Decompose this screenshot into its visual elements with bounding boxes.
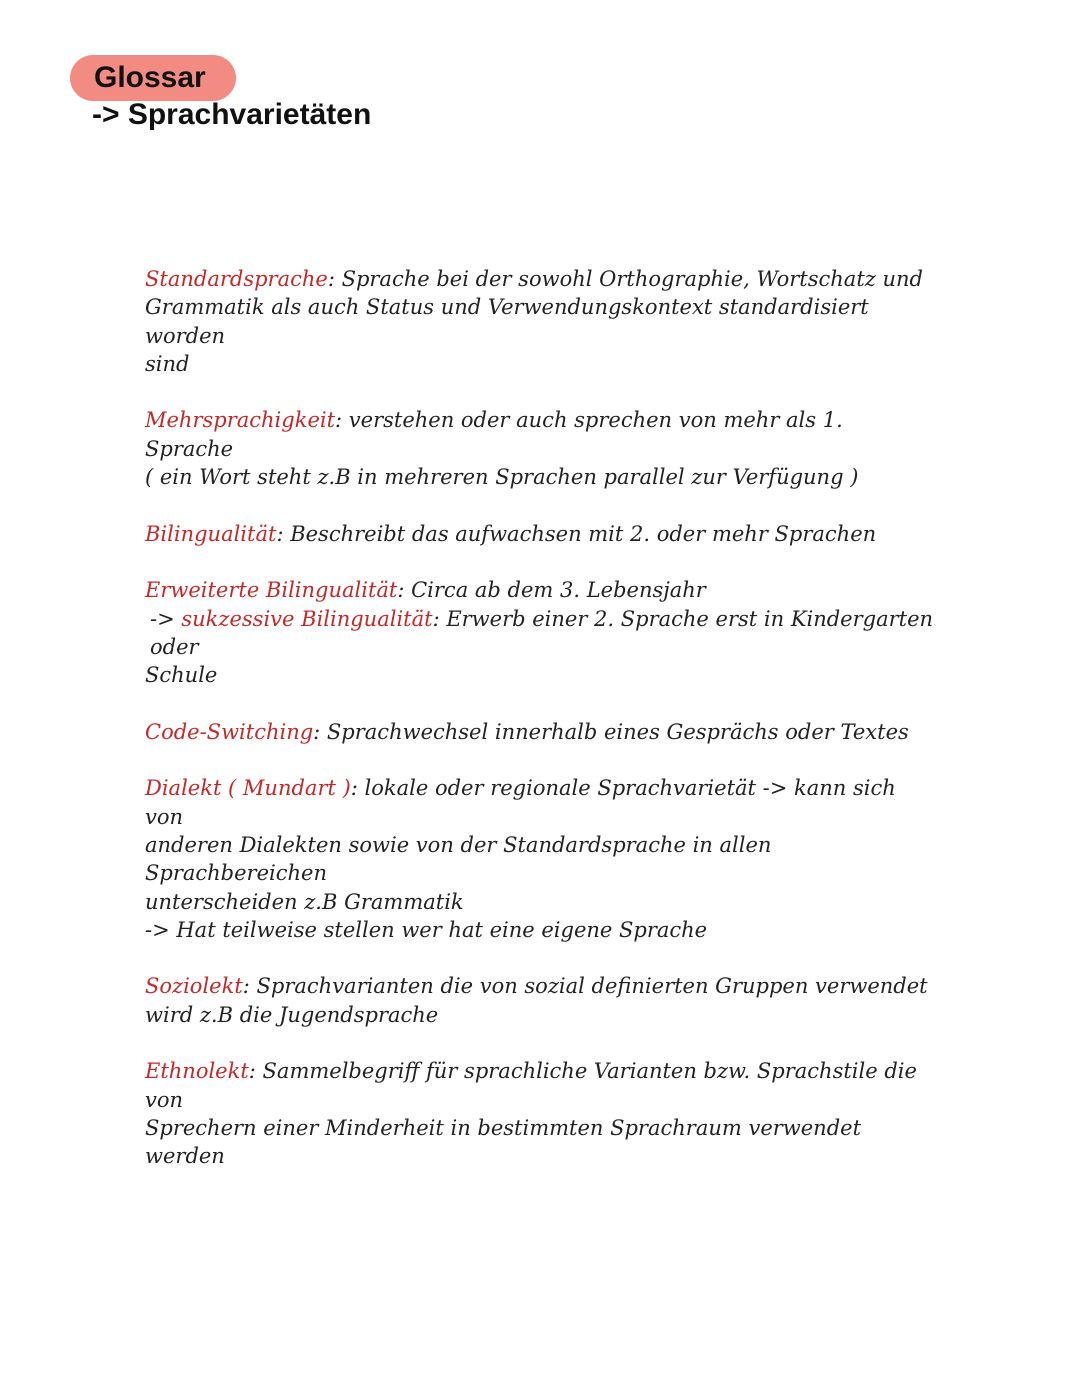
glossary-entry-mehrsprachigkeit (145, 406, 935, 491)
glossary-definition: : verstehen oder auch sprechen von mehr als 1. Sprache (145, 408, 843, 461)
glossary-definition: : Circa ab dem 3. Lebensjahr (397, 578, 706, 603)
page-header (70, 55, 371, 133)
entry-line (145, 1057, 935, 1114)
glossary-definition: : Beschreibt das aufwachsen mit 2. oder mehr Sprachen (276, 521, 877, 546)
glossary-entry-code-switching (145, 718, 935, 746)
glossary-entry-ethnolekt (145, 1057, 935, 1170)
entry-line: Sprechern einer Minderheit in bestimmten Sprachraum verwendet werden (145, 1115, 862, 1169)
glossary-term: Ethnolekt (145, 1059, 249, 1084)
glossary-entries (145, 265, 935, 1199)
glossary-subterm: sukzessive Bilingualität (181, 606, 433, 631)
glossary-definition: : Sprache bei der sowohl Orthographie, Wortschatz und (327, 267, 924, 291)
entry-line (145, 265, 935, 293)
entry-line (145, 520, 935, 548)
entry-line: unterscheiden z.B Grammatik (145, 889, 464, 914)
entry-line: Schule (145, 663, 218, 688)
entry-line: anderen Dialekten sowie von der Standardsprache in allen Sprachbereichen (145, 832, 772, 886)
glossary-definition: : lokale oder regionale Sprachvarietät -> kann sich von (145, 776, 896, 829)
entry-line (145, 718, 935, 746)
glossary-definition: : Erwerb einer 2. Sprache erst in Kindergarten oder (150, 606, 934, 659)
glossary-definition: : Sprachvarianten die von sozial definierten Gruppen verwendet (242, 974, 928, 999)
glossary-entry-soziolekt (145, 972, 935, 1029)
entry-line (145, 406, 935, 463)
entry-line: wird z.B die Jugendsprache (145, 1002, 439, 1027)
glossary-term: Dialekt ( Mundart ) (145, 776, 351, 801)
entry-line (145, 576, 935, 604)
entry-line (145, 972, 935, 1000)
glossary-entry-standardsprache (145, 265, 935, 378)
glossary-entry-erweiterte-bilingualitaet (145, 576, 935, 689)
glossary-title-badge: Glossar (70, 55, 236, 101)
entry-line: Grammatik als auch Status und Verwendungskontext standardisiert worden (145, 295, 869, 348)
entry-line-subterm (145, 605, 935, 662)
glossary-definition: : Sammelbegriff für sprachliche Varianten bzw. Sprachstile die von (145, 1059, 917, 1112)
glossary-term: Bilingualität (145, 521, 277, 546)
glossary-definition: : Sprachwechsel innerhalb eines Gesprächs oder Textes (313, 719, 909, 744)
glossary-term: Mehrsprachigkeit (145, 408, 336, 433)
glossary-entry-bilingualitaet (145, 520, 935, 548)
entry-line (145, 774, 935, 831)
entry-line: ( ein Wort steht z.B in mehreren Sprachen parallel zur Verfügung ) (145, 465, 859, 490)
glossary-term: Standardsprache (145, 267, 328, 291)
arrow-prefix: -> (150, 606, 182, 631)
glossary-term: Erweiterte Bilingualität (145, 578, 398, 603)
glossary-entry-dialekt (145, 774, 935, 944)
glossary-term: Soziolekt (145, 974, 243, 999)
entry-line: -> Hat teilweise stellen wer hat eine eigene Sprache (145, 917, 708, 942)
entry-line: sind (145, 351, 190, 376)
glossary-term: Code-Switching (145, 719, 314, 744)
page-subtitle: -> Sprachvarietäten (92, 98, 372, 131)
